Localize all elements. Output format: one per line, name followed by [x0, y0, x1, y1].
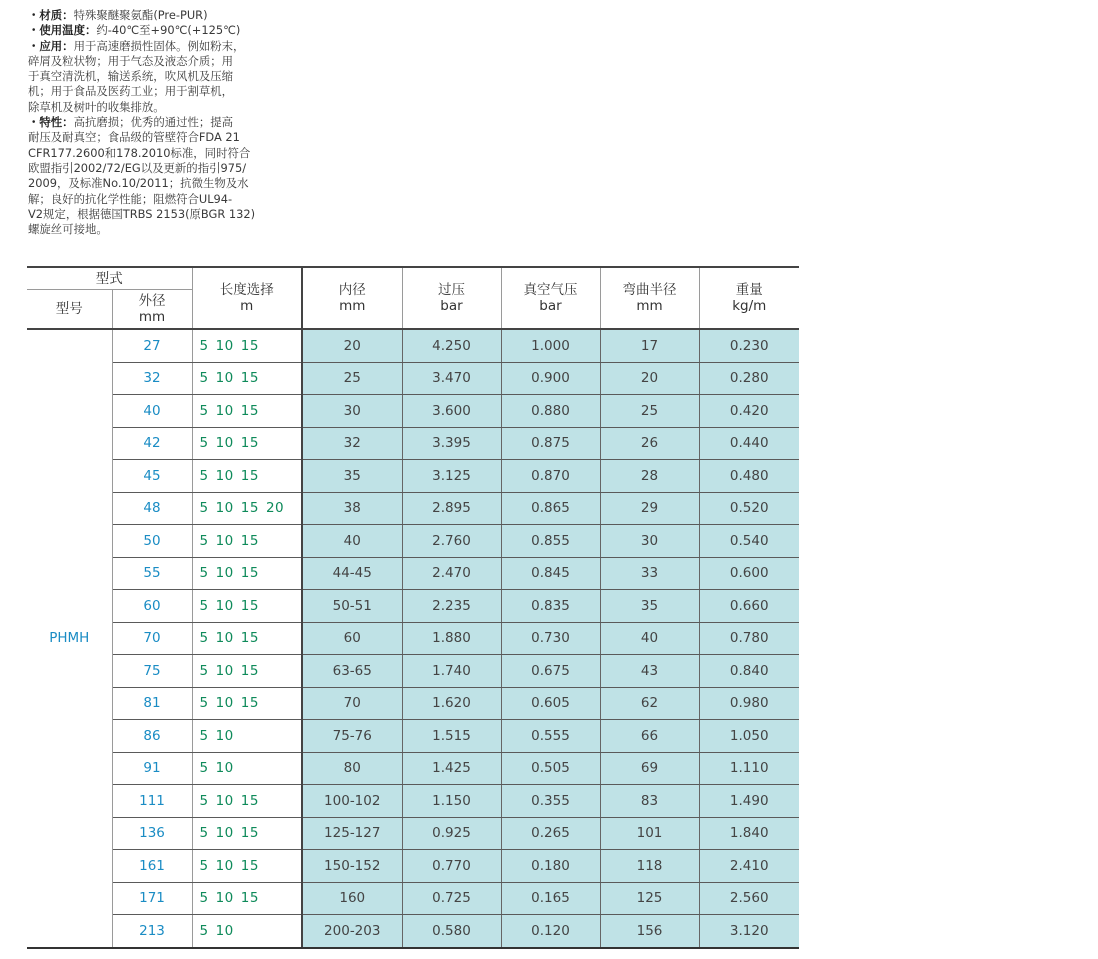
weight-cell: 1.490	[699, 785, 799, 818]
table-row	[27, 460, 799, 493]
length-option: 5	[199, 532, 209, 549]
table-row	[27, 785, 799, 818]
weight-cell: 0.780	[699, 622, 799, 655]
length-option: 5	[199, 402, 209, 419]
vacuum-cell: 0.730	[501, 622, 600, 655]
weight-cell: 1.840	[699, 817, 799, 850]
pressure-cell: 1.620	[402, 687, 501, 720]
description-key: ・使用温度：	[28, 23, 97, 38]
vacuum-cell: 0.505	[501, 752, 600, 785]
outer-diameter-cell: 45	[112, 460, 192, 493]
inner-diameter-cell: 30	[302, 395, 402, 428]
length-option: 5	[199, 337, 209, 354]
outer-diameter-cell: 75	[112, 655, 192, 688]
table-row	[27, 752, 799, 785]
product-description	[28, 8, 303, 237]
vacuum-cell: 0.865	[501, 492, 600, 525]
length-option: 10	[215, 695, 234, 712]
bend-radius-cell: 30	[600, 525, 699, 558]
length-option: 5	[199, 760, 209, 777]
vacuum-cell: 0.900	[501, 362, 600, 395]
weight-cell: 2.410	[699, 850, 799, 883]
bend-radius-cell: 125	[600, 882, 699, 915]
inner-diameter-cell: 40	[302, 525, 402, 558]
pressure-cell: 0.770	[402, 850, 501, 883]
pressure-cell: 2.235	[402, 590, 501, 623]
vacuum-header-unit: bar	[539, 298, 562, 314]
outer-diameter-cell: 50	[112, 525, 192, 558]
table-row	[27, 720, 799, 753]
description-item	[28, 23, 303, 38]
length-option: 5	[199, 630, 209, 647]
length-option: 5	[199, 890, 209, 907]
length-options-cell	[192, 720, 302, 753]
vacuum-cell: 0.555	[501, 720, 600, 753]
length-options-cell	[192, 655, 302, 688]
outer-diameter-cell: 70	[112, 622, 192, 655]
bend-radius-cell: 28	[600, 460, 699, 493]
weight-cell: 0.440	[699, 427, 799, 460]
length-option: 10	[215, 792, 234, 809]
length-option: 10	[215, 467, 234, 484]
bend-radius-header-label: 弯曲半径	[622, 282, 677, 298]
length-options-cell	[192, 882, 302, 915]
length-options-cell	[192, 525, 302, 558]
vacuum-cell: 0.855	[501, 525, 600, 558]
outer-diameter-cell: 40	[112, 395, 192, 428]
table-row	[27, 525, 799, 558]
length-option: 10	[215, 370, 234, 387]
weight-cell: 0.980	[699, 687, 799, 720]
length-option: 15	[240, 662, 259, 679]
pressure-cell: 3.395	[402, 427, 501, 460]
weight-cell: 0.420	[699, 395, 799, 428]
length-option: 5	[199, 435, 209, 452]
length-option: 5	[199, 565, 209, 582]
weight-cell: 0.600	[699, 557, 799, 590]
bend-radius-cell: 118	[600, 850, 699, 883]
table-row	[27, 622, 799, 655]
length-option: 5	[199, 727, 209, 744]
bend-radius-cell: 43	[600, 655, 699, 688]
table-row	[27, 687, 799, 720]
bend-radius-cell: 156	[600, 915, 699, 948]
outer-diameter-cell: 81	[112, 687, 192, 720]
inner-diameter-cell: 35	[302, 460, 402, 493]
spec-table-body	[27, 329, 799, 948]
description-key: ・材质：	[28, 8, 74, 22]
model-cell: PHMH	[27, 329, 112, 948]
table-row	[27, 655, 799, 688]
length-option: 5	[199, 662, 209, 679]
vacuum-header	[501, 267, 600, 329]
length-option: 10	[215, 565, 234, 582]
length-options-cell	[192, 785, 302, 818]
vacuum-cell: 0.870	[501, 460, 600, 493]
length-option: 15	[240, 792, 259, 809]
length-options-cell	[192, 460, 302, 493]
vacuum-cell: 0.120	[501, 915, 600, 948]
length-option: 15	[240, 890, 259, 907]
pressure-cell: 0.725	[402, 882, 501, 915]
weight-header-label: 重量	[735, 282, 763, 298]
vacuum-cell: 0.845	[501, 557, 600, 590]
vacuum-header-label: 真空气压	[523, 282, 578, 298]
inner-diameter-cell: 60	[302, 622, 402, 655]
description-key: ・应用：	[28, 38, 74, 53]
inner-diameter-cell: 125-127	[302, 817, 402, 850]
inner-diameter-cell: 75-76	[302, 720, 402, 753]
length-option: 10	[215, 922, 234, 939]
bend-radius-cell: 29	[600, 492, 699, 525]
weight-cell: 0.540	[699, 525, 799, 558]
description-item	[28, 39, 303, 115]
pressure-cell: 3.600	[402, 395, 501, 428]
weight-cell: 0.480	[699, 460, 799, 493]
length-option: 5	[199, 857, 209, 874]
length-option: 15	[240, 435, 259, 452]
table-row	[27, 427, 799, 460]
table-row	[27, 329, 799, 362]
pressure-cell: 1.515	[402, 720, 501, 753]
length-options-cell	[192, 590, 302, 623]
weight-cell: 0.660	[699, 590, 799, 623]
description-key: ・特性：	[28, 115, 74, 130]
vacuum-cell: 0.605	[501, 687, 600, 720]
pressure-cell: 3.470	[402, 362, 501, 395]
bend-radius-header	[600, 267, 699, 329]
length-option: 10	[215, 337, 234, 354]
inner-diameter-cell: 38	[302, 492, 402, 525]
length-option: 10	[215, 532, 234, 549]
outer-diameter-cell: 111	[112, 785, 192, 818]
pressure-cell: 4.250	[402, 329, 501, 362]
length-option: 5	[199, 695, 209, 712]
bend-radius-cell: 35	[600, 590, 699, 623]
bend-radius-header-unit: mm	[636, 298, 663, 314]
length-option: 5	[199, 500, 209, 517]
outer-diameter-cell: 161	[112, 850, 192, 883]
length-option: 10	[215, 760, 234, 777]
outer-diameter-cell: 213	[112, 915, 192, 948]
type-group-header: 型式	[27, 267, 192, 290]
pressure-cell: 1.425	[402, 752, 501, 785]
bend-radius-cell: 25	[600, 395, 699, 428]
vacuum-cell: 0.165	[501, 882, 600, 915]
length-options-cell	[192, 752, 302, 785]
length-option: 15	[240, 857, 259, 874]
weight-cell: 0.280	[699, 362, 799, 395]
inner-diameter-cell: 50-51	[302, 590, 402, 623]
length-options-cell	[192, 557, 302, 590]
inner-diameter-cell: 100-102	[302, 785, 402, 818]
table-row	[27, 362, 799, 395]
pressure-cell: 2.470	[402, 557, 501, 590]
length-option: 10	[215, 825, 234, 842]
length-option: 5	[199, 922, 209, 939]
weight-header	[699, 267, 799, 329]
vacuum-cell: 1.000	[501, 329, 600, 362]
inner-diameter-header-unit: mm	[339, 298, 366, 314]
bend-radius-cell: 26	[600, 427, 699, 460]
length-options-cell	[192, 687, 302, 720]
bend-radius-cell: 33	[600, 557, 699, 590]
table-row	[27, 590, 799, 623]
pressure-cell: 3.125	[402, 460, 501, 493]
length-options-cell	[192, 817, 302, 850]
length-option: 15	[240, 337, 259, 354]
description-item	[28, 8, 303, 23]
length-option: 15	[240, 630, 259, 647]
weight-cell: 0.230	[699, 329, 799, 362]
bend-radius-cell: 69	[600, 752, 699, 785]
outer-diameter-cell: 91	[112, 752, 192, 785]
length-option: 5	[199, 370, 209, 387]
weight-cell: 2.560	[699, 882, 799, 915]
pressure-cell: 0.580	[402, 915, 501, 948]
length-options-cell	[192, 915, 302, 948]
length-option: 15	[240, 500, 259, 517]
weight-header-unit: kg/m	[732, 298, 767, 314]
length-options-cell	[192, 362, 302, 395]
bend-radius-cell: 101	[600, 817, 699, 850]
outer-diameter-cell: 42	[112, 427, 192, 460]
inner-diameter-header	[302, 267, 402, 329]
inner-diameter-cell: 63-65	[302, 655, 402, 688]
weight-cell: 1.050	[699, 720, 799, 753]
bend-radius-cell: 62	[600, 687, 699, 720]
inner-diameter-cell: 160	[302, 882, 402, 915]
description-text: 约-40℃至+90℃(+125℃)	[96, 23, 241, 38]
pressure-header-label: 过压	[438, 282, 465, 298]
vacuum-cell: 0.180	[501, 850, 600, 883]
length-option: 15	[240, 402, 259, 419]
vacuum-cell: 0.355	[501, 785, 600, 818]
inner-diameter-cell: 44-45	[302, 557, 402, 590]
inner-diameter-header-label: 内径	[338, 282, 366, 298]
outer-diameter-header	[112, 290, 192, 330]
length-header	[192, 267, 302, 329]
outer-diameter-cell: 55	[112, 557, 192, 590]
pressure-cell: 0.925	[402, 817, 501, 850]
bend-radius-cell: 20	[600, 362, 699, 395]
length-header-label: 长度选择	[219, 282, 274, 298]
length-option: 10	[215, 890, 234, 907]
inner-diameter-cell: 25	[302, 362, 402, 395]
length-option: 5	[199, 467, 209, 484]
pressure-cell: 1.740	[402, 655, 501, 688]
table-row	[27, 850, 799, 883]
outer-diameter-cell: 86	[112, 720, 192, 753]
pressure-cell: 2.895	[402, 492, 501, 525]
length-options-cell	[192, 492, 302, 525]
weight-cell: 3.120	[699, 915, 799, 948]
description-text: 特殊聚醚聚氨酯(Pre-PUR)	[73, 8, 208, 22]
table-row	[27, 915, 799, 948]
length-option: 15	[240, 597, 259, 614]
weight-cell: 1.110	[699, 752, 799, 785]
length-option: 10	[215, 402, 234, 419]
length-option: 10	[215, 500, 234, 517]
length-option: 20	[265, 500, 285, 517]
vacuum-cell: 0.880	[501, 395, 600, 428]
description-item	[28, 115, 303, 237]
length-options-cell	[192, 850, 302, 883]
length-option: 10	[215, 727, 234, 744]
inner-diameter-cell: 200-203	[302, 915, 402, 948]
pressure-cell: 1.880	[402, 622, 501, 655]
length-option: 15	[240, 565, 259, 582]
weight-cell: 0.520	[699, 492, 799, 525]
pressure-cell: 1.150	[402, 785, 501, 818]
weight-cell: 0.840	[699, 655, 799, 688]
bend-radius-cell: 40	[600, 622, 699, 655]
length-option: 10	[215, 662, 234, 679]
length-option: 10	[215, 435, 234, 452]
bend-radius-cell: 66	[600, 720, 699, 753]
length-option: 5	[199, 597, 209, 614]
outer-diameter-header-label: 外径	[138, 293, 166, 309]
length-option: 15	[240, 532, 259, 549]
length-option: 5	[199, 825, 209, 842]
length-options-cell	[192, 329, 302, 362]
pressure-header-unit: bar	[440, 298, 463, 314]
description-text: 用于高速磨损性固体。例如粉末， 碎屑及粒状物；用于气态及液态介质；用 于真空清洗机，输送系统，吹风机及压缩 机；用于食品及医药工业；用于割草机， 除草机及树叶的收集排放。	[28, 38, 245, 114]
inner-diameter-cell: 150-152	[302, 850, 402, 883]
length-option: 10	[215, 597, 234, 614]
table-row	[27, 395, 799, 428]
inner-diameter-cell: 80	[302, 752, 402, 785]
pressure-cell: 2.760	[402, 525, 501, 558]
length-option: 15	[240, 695, 259, 712]
table-row	[27, 557, 799, 590]
inner-diameter-cell: 32	[302, 427, 402, 460]
outer-diameter-cell: 136	[112, 817, 192, 850]
outer-diameter-cell: 171	[112, 882, 192, 915]
length-option: 10	[215, 857, 234, 874]
outer-diameter-cell: 32	[112, 362, 192, 395]
length-option: 10	[215, 630, 234, 647]
table-row	[27, 882, 799, 915]
outer-diameter-cell: 48	[112, 492, 192, 525]
outer-diameter-cell: 27	[112, 329, 192, 362]
inner-diameter-cell: 20	[302, 329, 402, 362]
bend-radius-cell: 17	[600, 329, 699, 362]
length-header-unit: m	[240, 298, 254, 314]
outer-diameter-header-unit: mm	[138, 309, 166, 325]
vacuum-cell: 0.675	[501, 655, 600, 688]
bend-radius-cell: 83	[600, 785, 699, 818]
vacuum-cell: 0.875	[501, 427, 600, 460]
pressure-header	[402, 267, 501, 329]
model-header: 型号	[27, 290, 112, 330]
outer-diameter-cell: 60	[112, 590, 192, 623]
length-options-cell	[192, 622, 302, 655]
length-option: 5	[199, 792, 209, 809]
description-text: 高抗磨损；优秀的通过性；提高 耐压及耐真空；食品级的管壁符合FDA 21 CFR177.2600和178.2010标准，同时符合 欧盟指引2002/72/EG以及更新的指引975/ 2009，及标准No.10/2011；抗微生物及水 解；良好的抗化学性能；阻燃符合UL94- V2规定，根据德国TRBS 2153(原BGR 132) 螺旋丝可接地。	[28, 115, 256, 237]
table-row	[27, 817, 799, 850]
vacuum-cell: 0.265	[501, 817, 600, 850]
table-row	[27, 492, 799, 525]
length-option: 15	[240, 825, 259, 842]
inner-diameter-cell: 70	[302, 687, 402, 720]
length-options-cell	[192, 395, 302, 428]
length-option: 15	[240, 467, 259, 484]
vacuum-cell: 0.835	[501, 590, 600, 623]
spec-table	[27, 266, 799, 949]
length-option: 15	[240, 370, 259, 387]
length-options-cell	[192, 427, 302, 460]
